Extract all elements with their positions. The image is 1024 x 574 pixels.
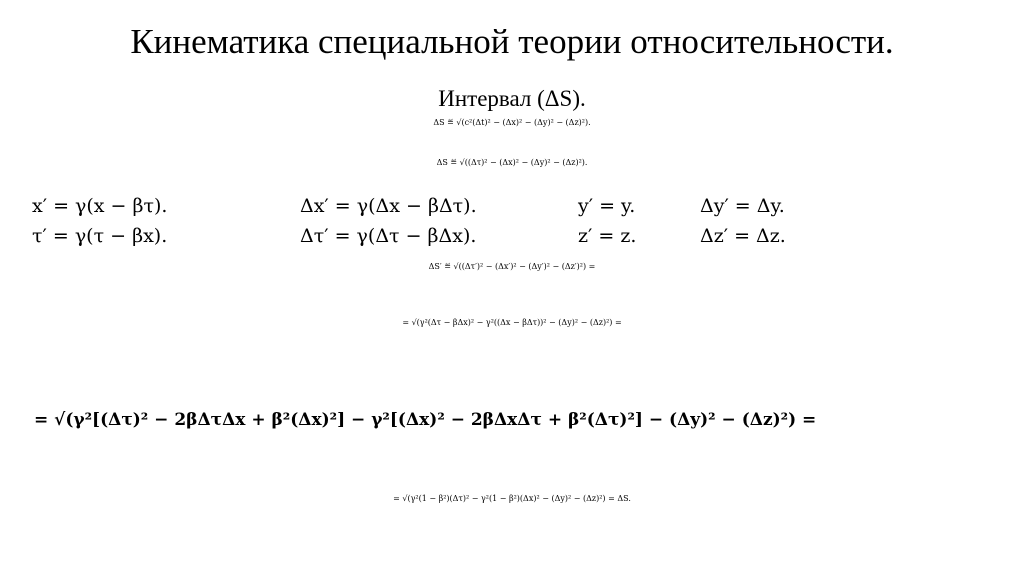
- lorentz-delta-z: Δz′ = Δz.: [700, 225, 786, 247]
- primed-interval: ΔS′ ≝ √((Δτ′)² − (Δx′)² − (Δy′)² − (Δz′)²) =: [428, 262, 596, 271]
- interval-definition-tau: ΔS ≝ √((Δτ)² − (Δx)² − (Δy)² − (Δz)²).: [436, 158, 588, 167]
- slide-subtitle: Интервал (ΔS).: [438, 86, 586, 111]
- invariance-result: = √(γ²(1 − β²)(Δτ)² − γ²(1 − β²)(Δx)² − (Δy)² − (Δz)²) = ΔS.: [393, 494, 631, 503]
- lorentz-delta-x: Δx′ = γ(Δx − βΔτ).: [300, 195, 477, 217]
- substitution-step: = √(γ²(Δτ − βΔx)² − γ²((Δx − βΔτ))² − (Δy)² − (Δz)²) =: [402, 318, 622, 327]
- lorentz-delta-y: Δy′ = Δy.: [700, 195, 785, 217]
- lorentz-y: y′ = y.: [578, 195, 636, 217]
- lorentz-delta-tau: Δτ′ = γ(Δτ − βΔx).: [300, 225, 477, 247]
- lorentz-x: x′ = γ(x − βτ).: [32, 195, 168, 217]
- lorentz-tau: τ′ = γ(τ − βx).: [32, 225, 168, 247]
- slide-title: Кинематика специальной теории относительности.: [130, 22, 894, 61]
- lorentz-z: z′ = z.: [578, 225, 637, 247]
- expansion-step: = √(γ²[(Δτ)² − 2βΔτΔx + β²(Δx)²] − γ²[(Δx)² − 2βΔxΔτ + β²(Δτ)²] − (Δy)² − (Δz)²) =: [34, 410, 817, 430]
- interval-definition-c: ΔS ≝ √(c²(Δt)² − (Δx)² − (Δy)² − (Δz)²).: [433, 118, 591, 127]
